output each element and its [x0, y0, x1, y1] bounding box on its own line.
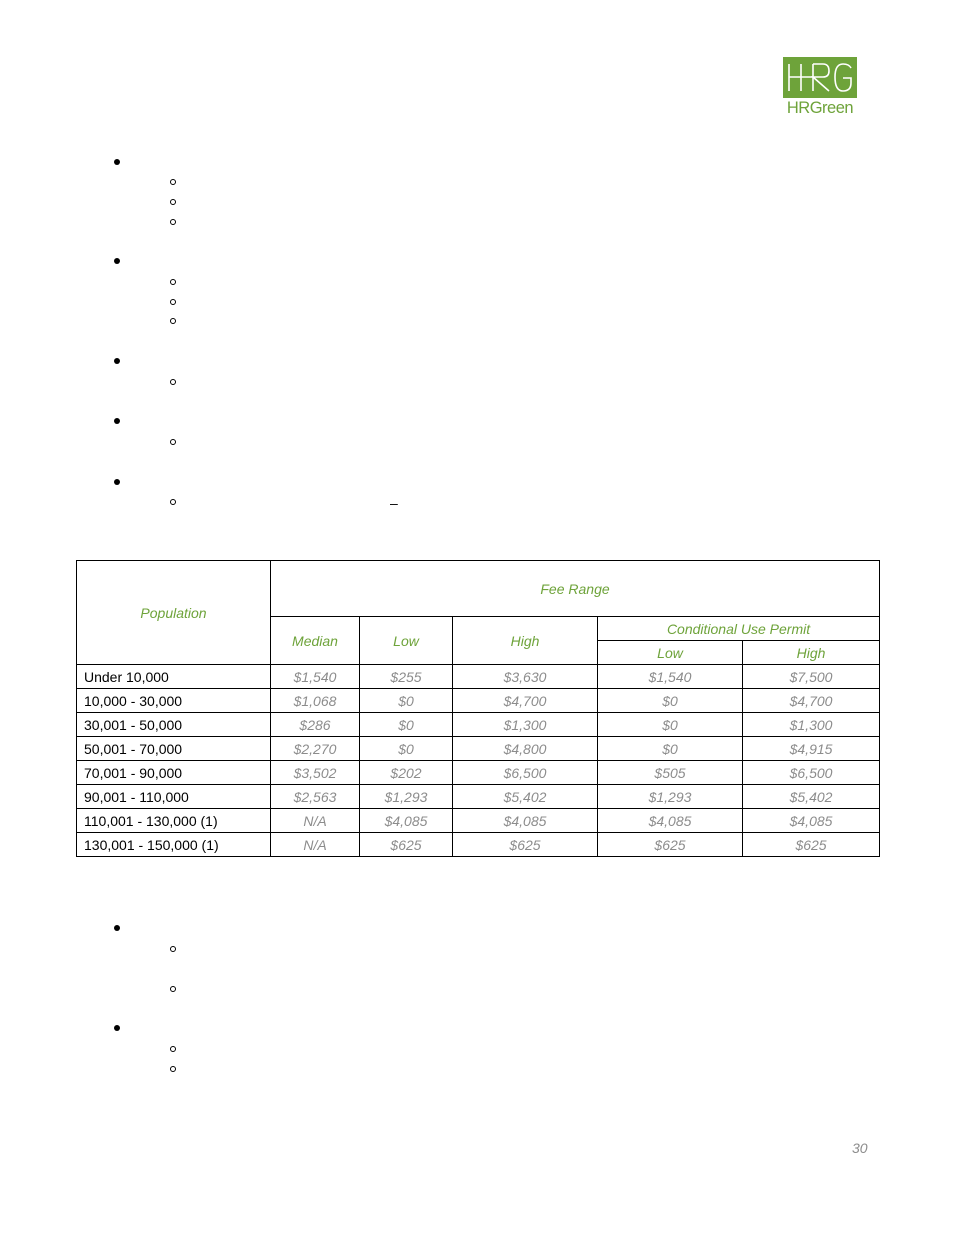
logo-mark	[783, 57, 857, 98]
low-header: Low	[360, 617, 453, 665]
cell-population: 90,001 - 110,000	[77, 785, 271, 809]
table-row	[77, 665, 880, 689]
list-bullet	[114, 358, 120, 364]
list-sub-bullet	[170, 279, 176, 285]
cell-population: 30,001 - 50,000	[77, 713, 271, 737]
cell-high: $5,402	[453, 785, 598, 809]
cell-cup-low: $0	[598, 689, 743, 713]
cell-cup-low: $0	[598, 737, 743, 761]
cell-population: 70,001 - 90,000	[77, 761, 271, 785]
cell-cup-low: $4,085	[598, 809, 743, 833]
dash-mark: –	[390, 495, 398, 511]
cup-high-header: High	[743, 641, 880, 665]
cell-low: $4,085	[360, 809, 453, 833]
cell-cup-high: $6,500	[743, 761, 880, 785]
cell-population: 110,001 - 130,000 (1)	[77, 809, 271, 833]
cell-cup-high: $4,700	[743, 689, 880, 713]
table-row	[77, 833, 880, 857]
cell-median: N/A	[271, 809, 360, 833]
list-sub-bullet	[170, 986, 176, 992]
list-sub-bullet	[170, 318, 176, 324]
cell-low: $0	[360, 737, 453, 761]
list-bullet	[114, 479, 120, 485]
list-sub-bullet	[170, 1046, 176, 1052]
list-sub-bullet	[170, 499, 176, 505]
cell-low: $625	[360, 833, 453, 857]
cell-population: Under 10,000	[77, 665, 271, 689]
cell-low: $202	[360, 761, 453, 785]
table-row	[77, 785, 880, 809]
cell-cup-high: $4,915	[743, 737, 880, 761]
cell-low: $255	[360, 665, 453, 689]
cell-low: $0	[360, 689, 453, 713]
table-row	[77, 761, 880, 785]
list-bullet	[114, 418, 120, 424]
list-sub-bullet	[170, 1066, 176, 1072]
cell-median: $3,502	[271, 761, 360, 785]
list-sub-bullet	[170, 439, 176, 445]
cell-cup-high: $5,402	[743, 785, 880, 809]
table-row	[77, 713, 880, 737]
cell-cup-high: $4,085	[743, 809, 880, 833]
cell-high: $6,500	[453, 761, 598, 785]
cup-header: Conditional Use Permit	[598, 617, 880, 641]
table-row	[77, 689, 880, 713]
cup-low-header: Low	[598, 641, 743, 665]
cell-high: $4,700	[453, 689, 598, 713]
cell-median: $1,540	[271, 665, 360, 689]
cell-low: $0	[360, 713, 453, 737]
cell-high: $4,085	[453, 809, 598, 833]
cell-population: 10,000 - 30,000	[77, 689, 271, 713]
cell-median: $1,068	[271, 689, 360, 713]
cell-median: $2,563	[271, 785, 360, 809]
hrg-monogram-icon	[783, 57, 857, 98]
page-number: 30	[852, 1140, 868, 1156]
cell-cup-low: $1,540	[598, 665, 743, 689]
cell-population: 50,001 - 70,000	[77, 737, 271, 761]
cell-cup-low: $0	[598, 713, 743, 737]
population-header: Population	[77, 561, 271, 665]
cell-median: $286	[271, 713, 360, 737]
cell-high: $1,300	[453, 713, 598, 737]
high-header: High	[453, 617, 598, 665]
cell-high: $4,800	[453, 737, 598, 761]
list-sub-bullet	[170, 219, 176, 225]
fee-range-header: Fee Range	[271, 561, 880, 617]
cell-cup-low: $505	[598, 761, 743, 785]
cell-cup-high: $1,300	[743, 713, 880, 737]
fee-range-table	[76, 560, 880, 857]
hrgreen-logo	[781, 57, 859, 119]
list-sub-bullet	[170, 299, 176, 305]
list-bullet	[114, 1025, 120, 1031]
cell-population: 130,001 - 150,000 (1)	[77, 833, 271, 857]
list-sub-bullet	[170, 379, 176, 385]
cell-high: $625	[453, 833, 598, 857]
cell-cup-high: $625	[743, 833, 880, 857]
list-sub-bullet	[170, 179, 176, 185]
list-sub-bullet	[170, 199, 176, 205]
table-row	[77, 809, 880, 833]
cell-high: $3,630	[453, 665, 598, 689]
list-bullet	[114, 159, 120, 165]
cell-median: N/A	[271, 833, 360, 857]
cell-cup-low: $625	[598, 833, 743, 857]
list-bullet	[114, 258, 120, 264]
cell-median: $2,270	[271, 737, 360, 761]
table-row	[77, 737, 880, 761]
cell-low: $1,293	[360, 785, 453, 809]
list-bullet	[114, 925, 120, 931]
cell-cup-low: $1,293	[598, 785, 743, 809]
median-header: Median	[271, 617, 360, 665]
cell-cup-high: $7,500	[743, 665, 880, 689]
logo-wordmark: HRGreen	[786, 99, 854, 117]
list-sub-bullet	[170, 946, 176, 952]
